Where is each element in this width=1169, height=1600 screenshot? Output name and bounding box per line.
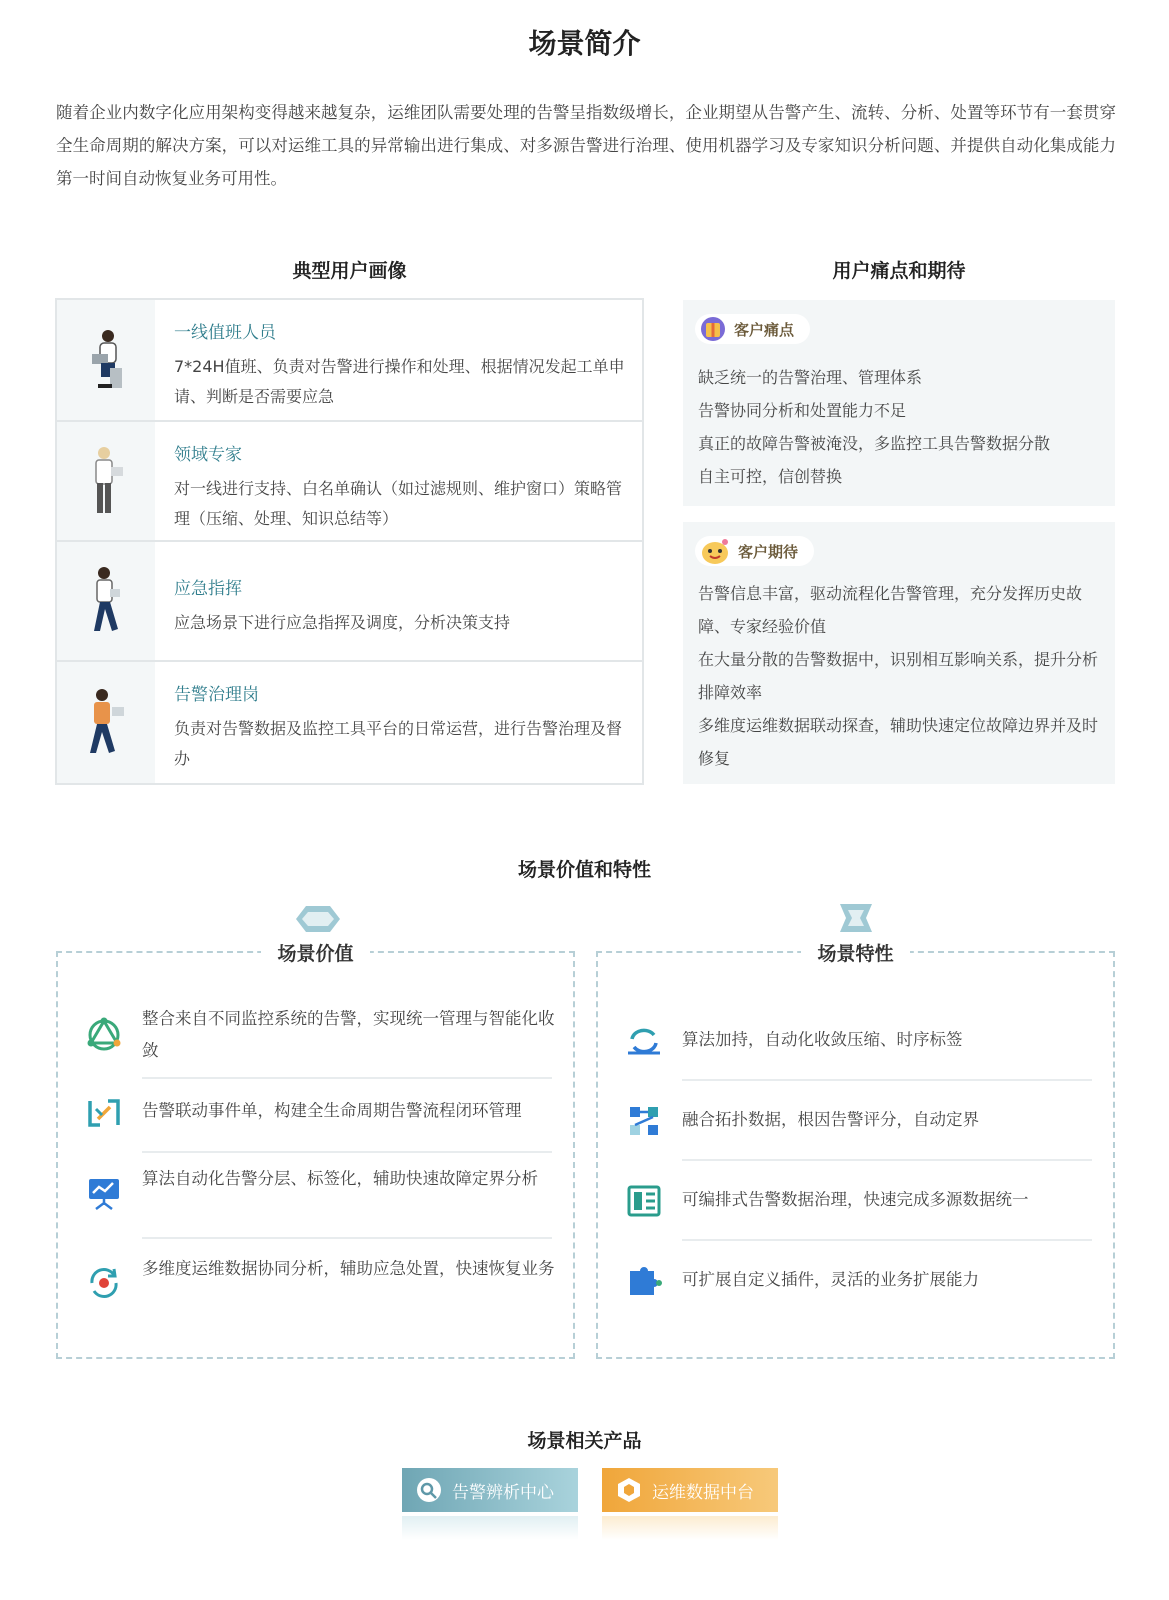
persona-icon-cell — [57, 542, 155, 660]
loop-link-icon — [86, 1095, 122, 1131]
data-platform-icon — [616, 1477, 642, 1503]
refresh-cloud-icon — [626, 1023, 662, 1059]
expect-lines — [698, 577, 1103, 775]
persona-desc: 负责对告警数据及监控工具平台的日常运营，进行告警治理及督办 — [174, 719, 623, 768]
pain-line: 缺乏统一的告警治理、管理体系 — [698, 368, 923, 387]
triangle-network-icon — [86, 1015, 122, 1051]
persona-desc: 7*24H值班、负责对告警进行操作和处理、根据情况发起工单申请、判断是否需要应急 — [174, 357, 625, 406]
persona-icon-cell — [57, 300, 155, 420]
expect-line: 多维度运维数据联动探查，辅助快速定位故障边界并及时修复 — [698, 716, 1099, 768]
persona-row — [57, 422, 642, 542]
pain-badge-label: 客户痛点 — [734, 320, 795, 339]
person-laptop-icon — [84, 328, 128, 392]
feature-item-text: 算法加持，自动化收敛压缩、时序标签 — [682, 1030, 963, 1049]
persona-name: 领域专家 — [174, 445, 242, 465]
feature-box — [596, 943, 1115, 1359]
feature-crest-icon — [832, 902, 880, 936]
alert-analysis-icon — [416, 1477, 442, 1503]
topology-icon — [626, 1103, 662, 1139]
pain-badge — [695, 314, 810, 344]
values-title: 场景价值和特性 — [517, 859, 651, 881]
value-box-title: 场景价值 — [261, 943, 369, 965]
presentation-chart-icon — [86, 1175, 122, 1211]
feature-item-text: 可编排式告警数据治理，快速完成多源数据统一 — [682, 1190, 1029, 1209]
feature-item-text: 可扩展自定义插件，灵活的业务扩展能力 — [682, 1270, 979, 1289]
persona-desc: 应急场景下进行应急指挥及调度，分析决策支持 — [174, 613, 511, 632]
persona-name: 告警治理岗 — [174, 685, 259, 705]
puzzle-plugin-icon — [626, 1263, 662, 1299]
expect-badge-label: 客户期待 — [738, 542, 799, 561]
expect-panel — [683, 522, 1115, 784]
products-title: 场景相关产品 — [527, 1430, 642, 1452]
product-label: 告警辨析中心 — [452, 1482, 554, 1503]
divider — [142, 1151, 552, 1153]
value-item-text: 多维度运维数据协同分析，辅助应急处置，快速恢复业务 — [142, 1259, 555, 1278]
feature-box-title: 场景特性 — [801, 943, 909, 965]
divider — [682, 1239, 1092, 1241]
divider — [682, 1159, 1092, 1161]
pain-line: 自主可控，信创替换 — [698, 467, 843, 486]
persona-row — [57, 542, 642, 662]
expect-line: 告警信息丰富，驱动流程化告警管理，充分发挥历史故障、专家经验价值 — [698, 584, 1083, 636]
persona-row — [57, 300, 642, 422]
persona-row — [57, 662, 642, 783]
layout-panel-icon — [626, 1183, 662, 1219]
persona-icon-cell — [57, 662, 155, 783]
persona-table — [55, 298, 644, 785]
expect-line: 在大量分散的告警数据中，识别相互影响关系，提升分析排障效率 — [698, 650, 1099, 702]
pain-title: 用户痛点和期待 — [832, 260, 966, 282]
person-tablet-icon — [82, 687, 130, 759]
divider — [142, 1077, 552, 1079]
product-reflection — [402, 1516, 578, 1540]
value-item-text: 整合来自不同监控系统的告警，实现统一管理与智能化收敛 — [142, 1009, 555, 1060]
value-item-text: 算法自动化告警分层、标签化，辅助快速故障定界分析 — [142, 1169, 538, 1188]
value-item-text: 告警联动事件单，构建全生命周期告警流程闭环管理 — [142, 1101, 522, 1120]
personas-title: 典型用户画像 — [292, 260, 407, 282]
value-box — [56, 943, 575, 1359]
pain-line: 告警协同分析和处置能力不足 — [698, 401, 907, 420]
product-reflection — [602, 1516, 778, 1540]
expect-badge — [695, 536, 814, 566]
divider — [682, 1079, 1092, 1081]
persona-icon-cell — [57, 422, 155, 540]
person-standing-icon — [84, 445, 128, 517]
product-alert-center[interactable] — [402, 1468, 578, 1512]
happy-face-icon — [700, 537, 730, 565]
intro-paragraph: 随着企业内数字化应用架构变得越来越复杂，运维团队需要处理的告警呈指数级增长，企业期望从告警产生、流转、分析、处置等环节有一套贯穿全生命周期的解决方案，可以对运维工具的异常输出进行集成、对多源告警进行治理、使用机器学习及专家知识分析问题、并提供自动化集成能力第一时间自动恢复业务可用性。 — [56, 103, 1116, 188]
gift-box-icon — [700, 316, 726, 342]
persona-name: 应急指挥 — [174, 579, 242, 599]
product-label: 运维数据中台 — [652, 1482, 754, 1503]
pain-lines — [698, 361, 1103, 493]
pain-line: 真正的故障告警被淹没，多监控工具告警数据分散 — [698, 434, 1051, 453]
persona-name: 一线值班人员 — [174, 323, 276, 343]
pain-panel — [683, 300, 1115, 506]
product-ops-data-platform[interactable] — [602, 1468, 778, 1512]
value-crest-icon — [294, 902, 342, 936]
feature-item-text: 融合拓扑数据，根因告警评分，自动定界 — [682, 1110, 979, 1129]
divider — [142, 1237, 552, 1239]
person-walking-phone-icon — [84, 565, 128, 637]
cycle-target-icon — [86, 1265, 122, 1301]
persona-desc: 对一线进行支持、白名单确认（如过滤规则、维护窗口）策略管理（压缩、处理、知识总结等） — [174, 479, 623, 528]
page-title: 场景简介 — [528, 27, 641, 60]
